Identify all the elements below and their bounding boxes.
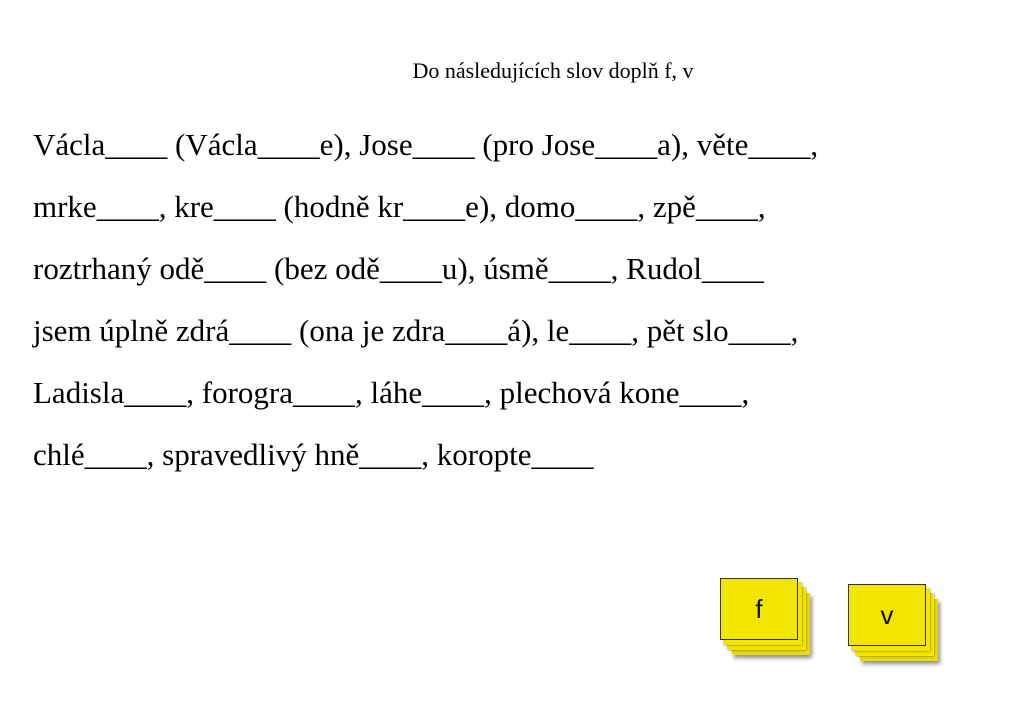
exercise-title: Do následujících slov doplň f, v [412,58,694,83]
exercise-line-5: Ladisla____, forogra____, láhe____, plechová kone____, [33,375,750,410]
v-button[interactable]: v [848,584,926,646]
exercise-line-2: mrke____, kre____ (hodně kr____e), domo____, zpě____, [33,189,766,224]
v-card-stack [848,584,952,668]
exercise-text [33,122,993,494]
exercise-line-3: roztrhaný odě____ (bez odě____u), úsmě____, Rudol____ [33,251,764,286]
exercise-line-4: jsem úplně zdrá____ (ona je zdra____á), le____, pět slo____, [33,313,799,348]
exercise-line-1: Václa____ (Václa____e), Jose____ (pro Jose____a), věte____, [33,127,819,162]
exercise-line-6: chlé____, spravedlivý hně____, koropte____ [33,437,594,472]
f-button[interactable]: f [720,578,798,640]
f-card-stack [720,578,824,662]
